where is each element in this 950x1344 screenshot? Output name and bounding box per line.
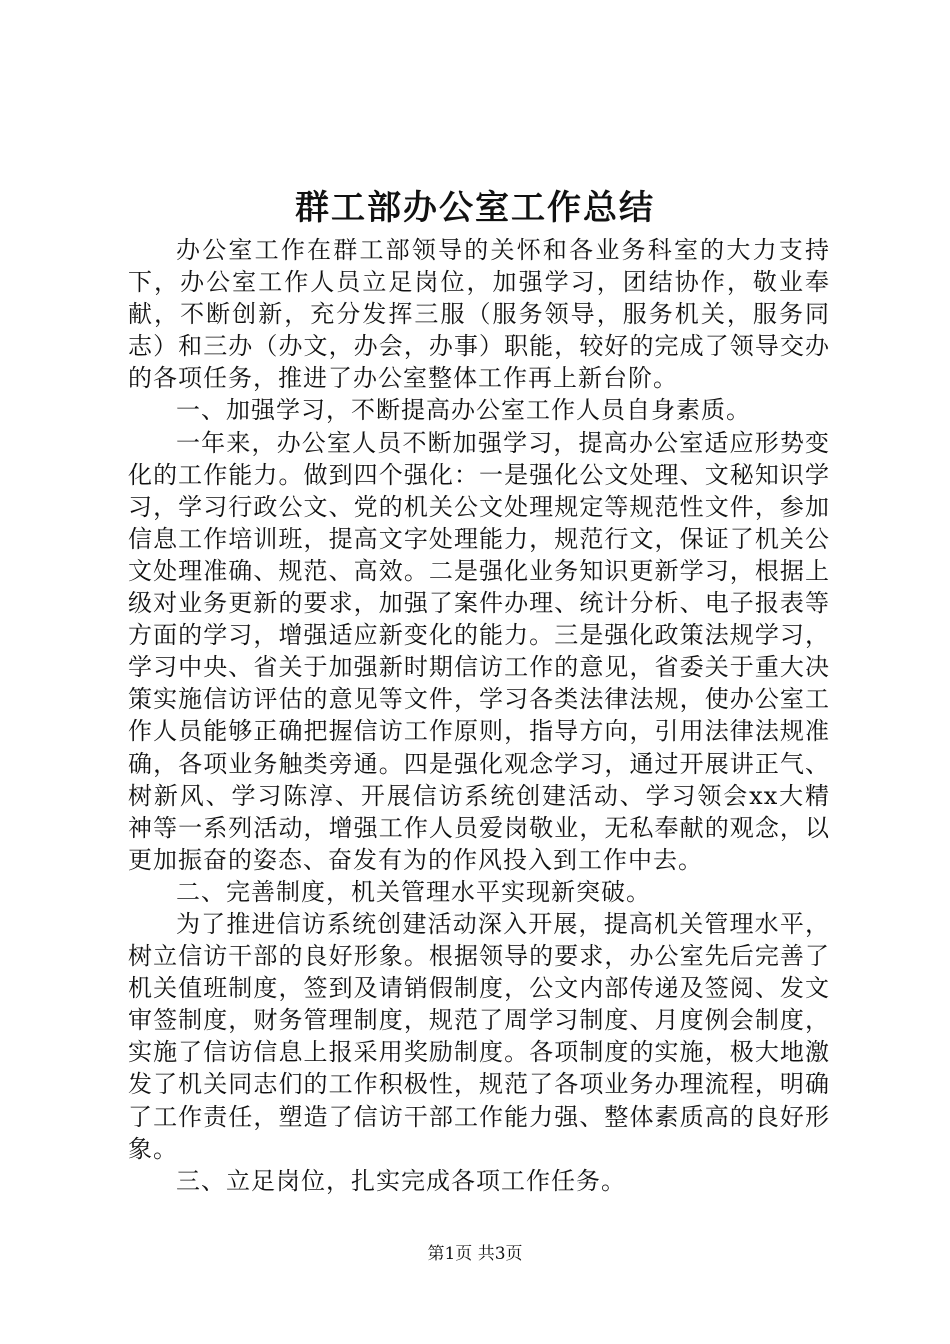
section-heading-1: 一、加强学习，不断提高办公室工作人员自身素质。: [176, 396, 751, 425]
section-2-paragraph: 为了推进信访系统创建活动深入开展，提高机关管理水平，树立信访干部的良好形象。根据领导的要求，办公室先后完善了机关值班制度，签到及请销假制度，公文内部传递及签阅、发文审签制度，财务管理制度，规范了周学习制度、月度例会制度，实施了信访信息上报采用奖励制度。各项制度的实施，极大地激发了机关同志们的工作积极性，规范了各项业务办理流程，明确了工作责任，塑造了信访干部工作能力强、整体素质高的良好形象。: [128, 909, 830, 1163]
page-footer: 第1页 共3页: [427, 1244, 523, 1264]
intro-paragraph: 办公室工作在群工部领导的关怀和各业务科室的大力支持下，办公室工作人员立足岗位，加强学习，团结协作，敬业奉献，不断创新，充分发挥三服（服务领导，服务机关，服务同志）和三办（办文，办会，办事）职能，较好的完成了领导交办的各项任务，推进了办公室整体工作再上新台阶。: [128, 236, 830, 393]
document-body: [128, 234, 830, 1197]
section-heading-2: 二、完善制度，机关管理水平实现新突破。: [176, 877, 651, 906]
section-1-paragraph: 一年来，办公室人员不断加强学习，提高办公室适应形势变化的工作能力。做到四个强化：一是强化公文处理、文秘知识学习，学习行政公文、党的机关公文处理规定等规范性文件，参加信息工作培训班，提高文字处理能力，规范行文，保证了机关公文处理准确、规范、高效。二是强化业务知识更新学习，根据上级对业务更新的要求，加强了案件办理、统计分析、电子报表等方面的学习，增强适应新变化的能力。三是强化政策法规学习，学习中央、省关于加强新时期信访工作的意见，省委关于重大决策实施信访评估的意见等文件，学习各类法律法规，使办公室工作人员能够正确把握信访工作原则，指导方向，引用法律法规准确，各项业务触类旁通。四是强化观念学习，通过开展讲正气、树新风、学习陈淳、开展信访系统创建活动、学习领会xx大精神等一系列活动，增强工作人员爱岗敬业，无私奉献的观念，以更加振奋的姿态、奋发有为的作风投入到工作中去。: [128, 428, 830, 874]
section-heading-3: 三、立足岗位，扎实完成各项工作任务。: [176, 1166, 626, 1195]
document-title: 群工部办公室工作总结: [295, 188, 655, 228]
